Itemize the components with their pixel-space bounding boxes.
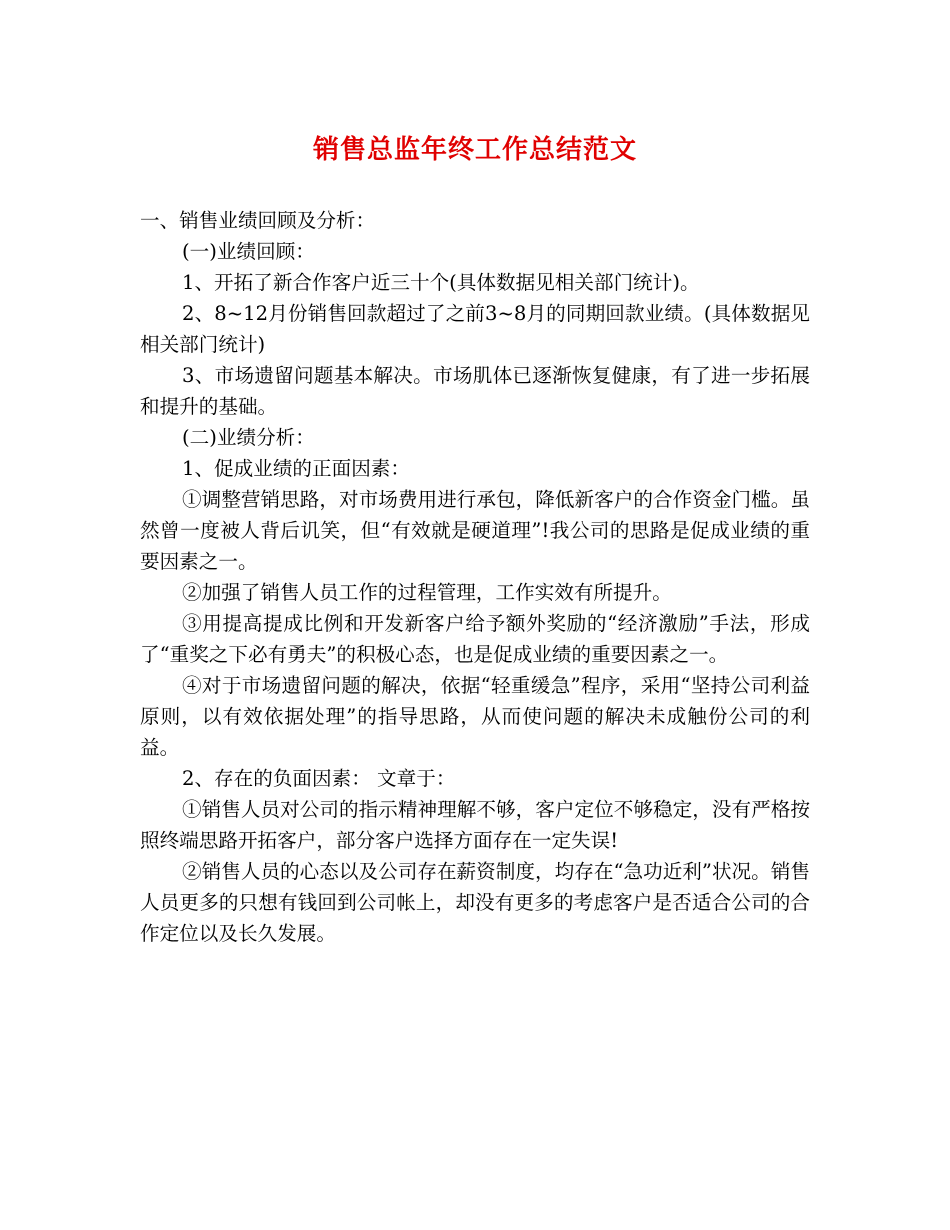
paragraph: 1、开拓了新合作客户近三十个(具体数据见相关部门统计)。 bbox=[182, 271, 700, 294]
paragraph: ①调整营销思路，对市场费用进行承包，降低新客户的合作资金门槛。虽然曾一度被人背后讥笑，但“有效就是硬道理”!我公司的思路是促成业绩的重要因素之一。 bbox=[140, 488, 810, 573]
section-heading-sales-review: 一、销售业绩回顾及分析： bbox=[140, 209, 376, 232]
paragraph: 2、8~12月份销售回款超过了之前3~8月的同期回款业绩。(具体数据见相关部门统计) bbox=[140, 302, 810, 356]
paragraph: 1、促成业绩的正面因素： bbox=[182, 457, 410, 480]
paragraph: 3、市场遗留问题基本解决。市场肌体已逐渐恢复健康，有了进一步拓展和提升的基础。 bbox=[140, 364, 810, 418]
paragraph: ②销售人员的心态以及公司存在薪资制度，均存在“急功近利”状况。销售人员更多的只想有钱回到公司帐上，却没有更多的考虑客户是否适合公司的合作定位以及长久发展。 bbox=[140, 860, 810, 945]
paragraph: 2、存在的负面因素： 文章于： bbox=[182, 767, 456, 790]
paragraph: ①销售人员对公司的指示精神理解不够，客户定位不够稳定，没有严格按照终端思路开拓客户，部分客户选择方面存在一定失误! bbox=[140, 798, 810, 852]
document-title: 销售总监年终工作总结范文 bbox=[312, 135, 637, 165]
paragraph: ②加强了销售人员工作的过程管理，工作实效有所提升。 bbox=[182, 581, 672, 604]
subsection-heading-performance-review: (一)业绩回顾： bbox=[182, 240, 315, 263]
paragraph: ③用提高提成比例和开发新客户给予额外奖励的“经济激励”手法，形成了“重奖之下必有勇夫”的积极心态，也是促成业绩的重要因素之一。 bbox=[140, 612, 810, 666]
document-body bbox=[140, 205, 810, 949]
subsection-heading-performance-analysis: (二)业绩分析： bbox=[182, 426, 315, 449]
paragraph: ④对于市场遗留问题的解决，依据“轻重缓急”程序，采用“坚持公司利益原则，以有效依据处理”的指导思路，从而使问题的解决未成触份公司的利益。 bbox=[140, 674, 810, 759]
